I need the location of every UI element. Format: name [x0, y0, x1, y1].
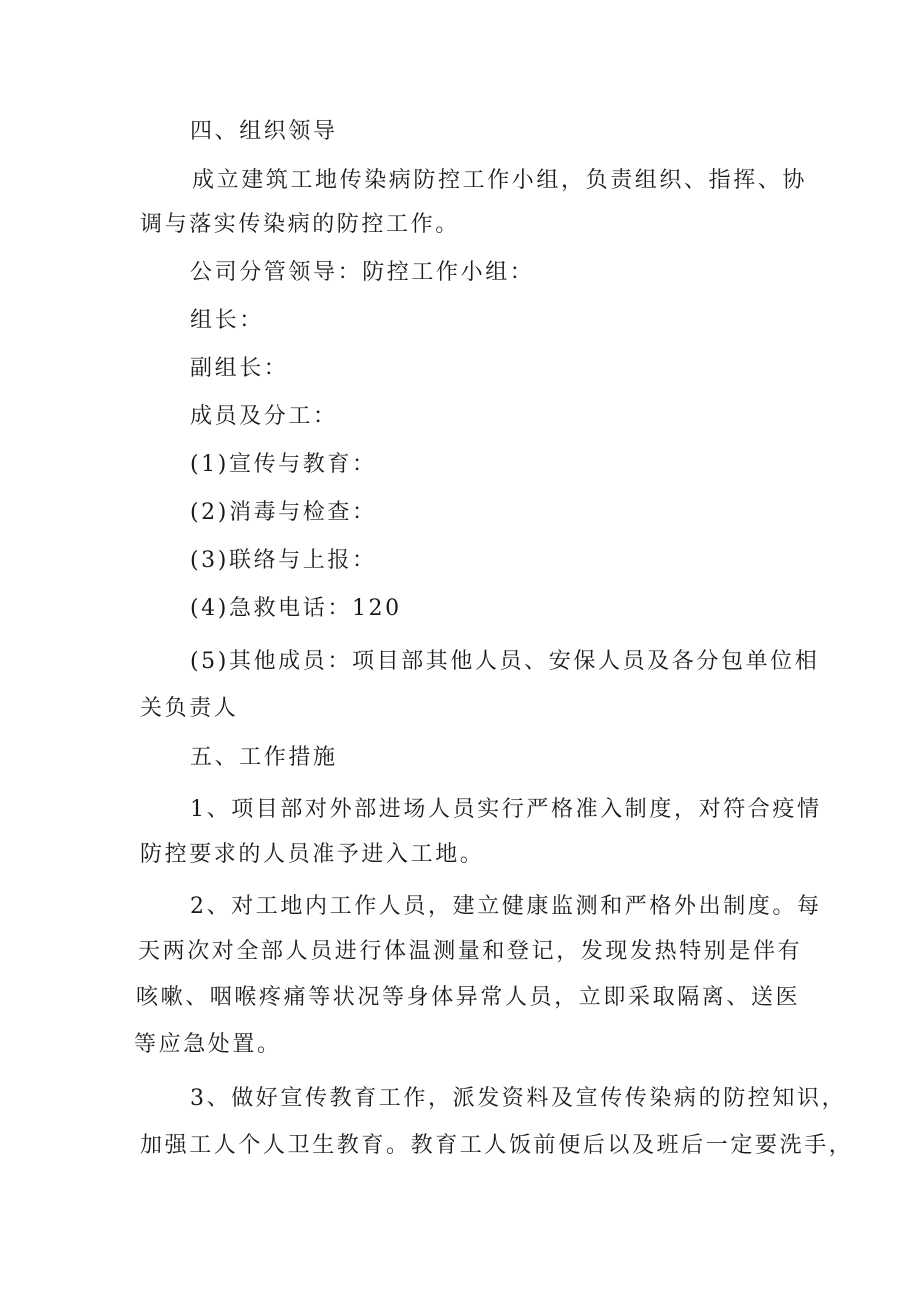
paragraph-line: 成立建筑工地传染病防控工作小组，负责组织、指挥、协	[192, 168, 808, 193]
paragraph-line: 防控要求的人员准予进入工地。	[140, 842, 485, 867]
list-item: (4)急救电话：120	[190, 596, 402, 621]
paragraph-line: 咳嗽、咽喉疼痛等状况等身体异常人员，立即采取隔离、送医	[136, 985, 801, 1010]
paragraph-line: 1、项目部对外部进场人员实行严格准入制度，对符合疫情	[190, 797, 822, 822]
paragraph-line: 公司分管领导：防控工作小组：	[190, 260, 535, 285]
list-item: (5)其他成员：项目部其他人员、安保人员及各分包单位相	[190, 649, 820, 674]
paragraph-line: 天两次对全部人员进行体温测量和登记，发现发热特别是伴有	[138, 939, 803, 964]
paragraph-line: 加强工人个人卫生教育。教育工人饭前便后以及班后一定要洗手，	[140, 1133, 854, 1158]
paragraph-line: 3、做好宣传教育工作，派发资料及宣传传染病的防控知识，	[190, 1086, 847, 1111]
paragraph-line: 成员及分工：	[190, 404, 338, 429]
list-item: (3)联络与上报：	[190, 548, 377, 573]
section-heading-measures: 五、工作措施	[190, 745, 338, 770]
paragraph-line: 组长：	[190, 308, 264, 333]
paragraph-line: 关负责人	[140, 696, 239, 721]
list-item: (1)宣传与教育：	[190, 452, 377, 477]
paragraph-line: 等应急处置。	[134, 1032, 282, 1057]
list-item: (2)消毒与检查：	[190, 500, 377, 525]
paragraph-line: 2、对工地内工作人员，建立健康监测和严格外出制度。每	[190, 894, 822, 919]
section-heading-organization: 四、组织领导	[190, 119, 338, 144]
paragraph-line: 调与落实传染病的防控工作。	[140, 212, 460, 237]
paragraph-line: 副组长：	[190, 356, 289, 381]
